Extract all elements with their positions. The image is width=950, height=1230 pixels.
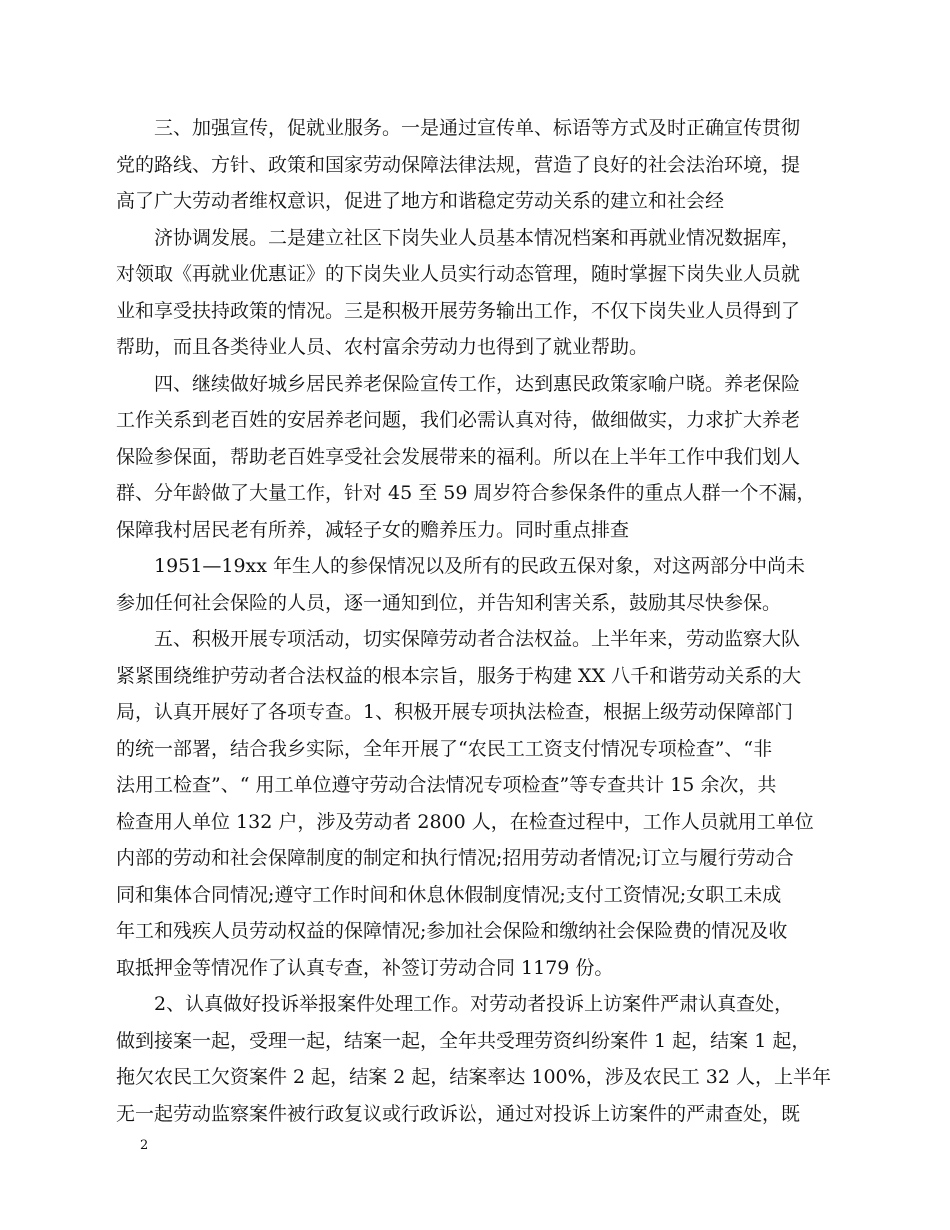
text-line: 业和享受扶持政策的情况。三是积极开展劳务输出工作，不仅下岗失业人员得到了 [116,299,801,322]
page-number: 2 [140,1138,149,1153]
text-line: 济协调发展。二是建立社区下岗失业人员基本情况档案和再就业情况数据库， [154,226,801,249]
text-line: 拖欠农民工欠资案件 2 起，结案 2 起，结案率达 100%，涉及农民工 32 人，上半年 [116,1066,831,1088]
text-line: 四、继续做好城乡居民养老保险宣传工作，达到惠民政策家喻户晓。养老保险 [154,372,801,395]
text-line: 检查用人单位 132 户，涉及劳动者 2800 人，在检查过程中，工作人员就用工单位 [116,810,814,833]
text-line: 年工和残疾人员劳动权益的保障情况;参加社会保险和缴纳社会保险费的情况及收 [116,920,788,942]
text-line: 帮助，而且各类待业人员、农村富余劳动力也得到了就业帮助。 [116,336,649,358]
text-line: 无一起劳动监察案件被行政复议或行政诉讼，通过对投诉上访案件的严肃查处，既 [116,1102,801,1125]
text-line: 群、分年龄做了大量工作，针对 45 至 59 周岁符合参保条件的重点人群一个不漏， [116,482,816,504]
text-line: 局，认真开展好了各项专查。1、积极开展专项执法检查，根据上级劳动保障部门 [116,701,794,723]
text-line: 内部的劳动和社会保障制度的制定和执行情况;招用劳动者情况;订立与履行劳动合 [116,847,794,869]
text-line: 党的路线、方针、政策和国家劳动保障法律法规，营造了良好的社会法治环境，提 [116,153,801,176]
text-line: 取抵押金等情况作了认真专查，补签订劳动合同 1179 份。 [116,956,614,979]
text-line: 对领取《再就业优惠证》的下岗失业人员实行动态管理，随时掌握下岗失业人员就 [116,263,801,285]
text-line: 五、积极开展专项活动，切实保障劳动者合法权益。上半年来，劳动监察大队 [154,628,801,650]
text-line: 紧紧围绕维护劳动者合法权益的根本宗旨，服务于构建 XX 八千和谐劳动关系的大 [116,664,802,687]
text-line: 高了广大劳动者维权意识，促进了地方和谐稳定劳动关系的建立和社会经 [116,190,725,212]
text-line: 工作关系到老百姓的安居养老问题，我们必需认真对待，做细做实，力求扩大养老 [116,409,801,431]
text-line: 同和集体合同情况;遵守工作时间和休息休假制度情况;支付工资情况;女职工未成 [116,883,782,906]
text-line: 法用工检查”、“ 用工单位遵守劳动合法情况专项检查”等专查共计 15 余次，共 [116,774,777,796]
text-line: 做到接案一起，受理一起，结案一起，全年共受理劳资纠纷案件 1 起，结案 1 起， [116,1029,811,1052]
text-line: 1951—19xx 年生人的参保情况以及所有的民政五保对象，对这两部分中尚未 [154,555,806,577]
text-line: 三、加强宣传，促就业服务。一是通过宣传单、标语等方式及时正确宣传贯彻 [154,117,801,139]
document-body [116,110,832,1132]
text-line: 的统一部署，结合我乡实际，全年开展了“农民工工资支付情况专项检查”、“非 [116,737,773,760]
text-line: 参加任何社会保险的人员，逐一通知到位，并告知利害关系，鼓励其尽快参保。 [116,591,782,614]
text-line: 保障我村居民老有所养，减轻子女的赡养压力。同时重点排查 [116,518,630,541]
text-line: 保险参保面，帮助老百姓享受社会发展带来的福利。所以在上半年工作中我们划人 [116,445,801,468]
text-line: 2、认真做好投诉举报案件处理工作。对劳动者投诉上访案件严肃认真查处， [154,993,794,1015]
